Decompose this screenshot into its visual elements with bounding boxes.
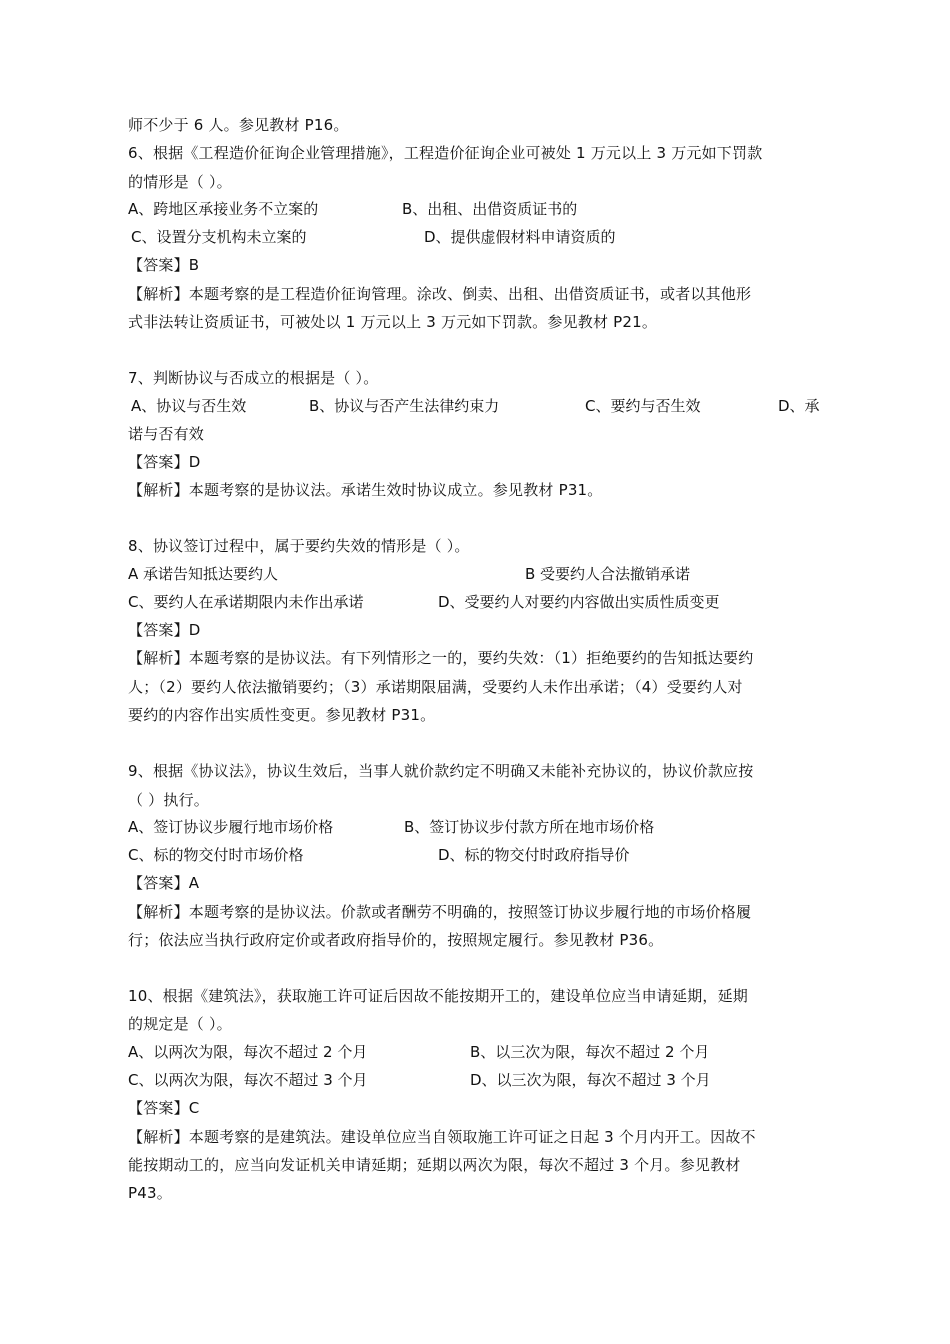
q9-option-b: B、签订协议步付款方所在地市场价格 (404, 818, 655, 836)
q10-stem: 10、根据《建筑法》，获取施工许可证后因故不能按期开工的，建设单位应当申请延期，延期 (128, 987, 748, 1005)
q10-analysis-cont-1: 能按期动工的，应当向发证机关申请延期；延期以两次为限，每次不超过 3 个月。参见教材 (128, 1156, 741, 1174)
q7-analysis: 【解析】本题考察的是协议法。承诺生效时协议成立。参见教材 P31。 (128, 481, 603, 499)
q9-option-a: A、签订协议步履行地市场价格 (128, 818, 334, 836)
q7-option-b: B、协议与否产生法律约束力 (309, 397, 500, 415)
q9-analysis-cont: 行；依法应当执行政府定价或者政府指导价的，按照规定履行。参见教材 P36。 (128, 931, 664, 949)
q7-option-a: A、协议与否生效 (131, 397, 247, 415)
q9-stem: 9、根据《协议法》，协议生效后，当事人就价款约定不明确又未能补充协议的，协议价款应按 (128, 762, 754, 780)
q6-option-b: B、出租、出借资质证书的 (402, 200, 578, 218)
q6-option-a: A、跨地区承接业务不立案的 (128, 200, 319, 218)
q8-option-b: B 受要约人合法撤销承诺 (525, 565, 691, 583)
q9-option-d: D、标的物交付时政府指导价 (438, 846, 630, 864)
q10-option-d: D、以三次为限，每次不超过 3 个月 (470, 1071, 711, 1089)
q7-stem: 7、判断协议与否成立的根据是（ ）。 (128, 369, 379, 387)
q8-option-c: C、要约人在承诺期限内未作出承诺 (128, 593, 364, 611)
q8-option-d: D、受要约人对要约内容做出实质性质变更 (438, 593, 720, 611)
q7-option-d: D、承 (778, 397, 820, 415)
intro-line: 师不少于 6 人。参见教材 P16。 (128, 116, 349, 134)
q6-stem-cont: 的情形是（ ）。 (128, 173, 232, 191)
q10-answer: 【答案】C (128, 1099, 200, 1117)
q10-analysis: 【解析】本题考察的是建筑法。建设单位应当自领取施工许可证之日起 3 个月内开工。因故不 (128, 1128, 756, 1146)
q8-analysis-cont-1: 人；（2）要约人依法撤销要约；（3）承诺期限届满，受要约人未作出承诺；（4）受要约人对 (128, 678, 743, 696)
q9-option-c: C、标的物交付时市场价格 (128, 846, 304, 864)
q10-option-b: B、以三次为限，每次不超过 2 个月 (470, 1043, 710, 1061)
q10-stem-cont: 的规定是（ ）。 (128, 1015, 232, 1033)
q10-option-a: A、以两次为限，每次不超过 2 个月 (128, 1043, 368, 1061)
q8-analysis-cont-2: 要约的内容作出实质性变更。参见教材 P31。 (128, 706, 436, 724)
q10-analysis-cont-2: P43。 (128, 1184, 172, 1202)
q8-analysis: 【解析】本题考察的是协议法。有下列情形之一的，要约失效：（1）拒绝要约的告知抵达要约 (128, 649, 754, 667)
q9-answer: 【答案】A (128, 874, 200, 892)
q10-option-c: C、以两次为限，每次不超过 3 个月 (128, 1071, 368, 1089)
q6-option-d: D、提供虚假材料申请资质的 (424, 228, 616, 246)
q7-option-c: C、要约与否生效 (585, 397, 701, 415)
q8-answer: 【答案】D (128, 621, 201, 639)
q8-stem: 8、协议签订过程中，属于要约失效的情形是（ ）。 (128, 537, 470, 555)
q6-analysis: 【解析】本题考察的是工程造价征询管理。涂改、倒卖、出租、出借资质证书，或者以其他形 (128, 285, 752, 303)
q6-option-c: C、设置分支机构未立案的 (131, 228, 307, 246)
q6-analysis-cont: 式非法转让资质证书，可被处以 1 万元以上 3 万元如下罚款。参见教材 P21。 (128, 313, 658, 331)
q9-analysis: 【解析】本题考察的是协议法。价款或者酬劳不明确的，按照签订协议步履行地的市场价格履 (128, 903, 752, 921)
q7-option-d-cont: 诺与否有效 (128, 425, 205, 443)
q7-answer: 【答案】D (128, 453, 201, 471)
q6-stem: 6、根据《工程造价征询企业管理措施》，工程造价征询企业可被处 1 万元以上 3 万元如下罚款 (128, 144, 763, 162)
q8-option-a: A 承诺告知抵达要约人 (128, 565, 279, 583)
q9-stem-cont: （ ）执行。 (128, 791, 209, 809)
q6-answer: 【答案】B (128, 256, 200, 274)
